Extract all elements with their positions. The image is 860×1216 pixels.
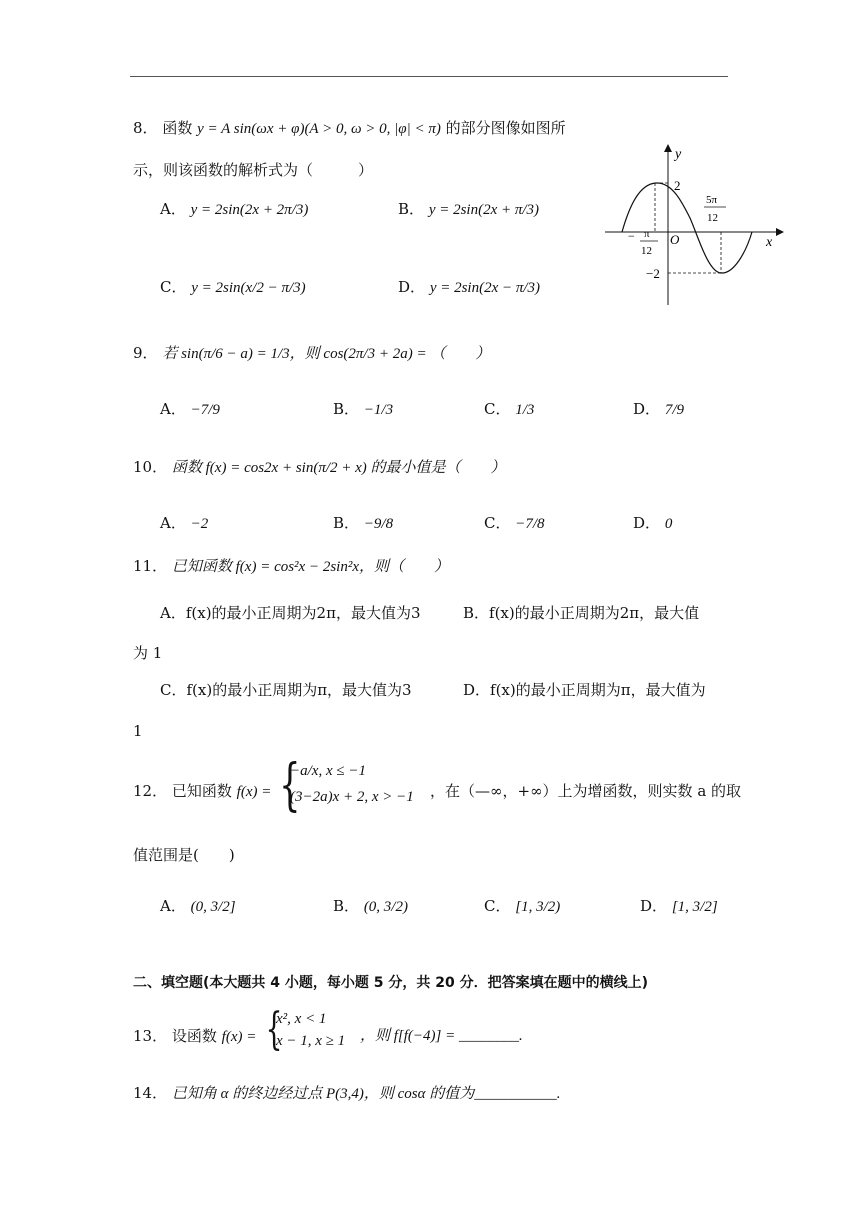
q10-option-a	[160, 512, 208, 533]
q10-option-d-label: D．	[633, 514, 661, 532]
q13-number: 13．	[133, 1027, 168, 1045]
q12-option-a-text: (0, 3/2]	[190, 899, 236, 915]
q12-brace: {	[279, 753, 301, 818]
q9-stem-text: 若 sin(π/6 − a) = 1/3，则 cos(2π/3 + 2a) = （ ）	[162, 346, 491, 362]
q12-stem-b: ，在（—∞，+∞）上为增函数，则实数 a 的取	[430, 782, 742, 800]
q8-line1	[133, 118, 566, 139]
q12-case1: −a/x, x ≤ −1	[290, 763, 366, 779]
q8-function-expr: y = A sin(ωx + φ)(A > 0, ω > 0, |φ| < π)	[197, 121, 441, 137]
q12-option-c-text: [1, 3/2)	[515, 899, 561, 915]
q11-stem-text: 已知函数 f(x) = cos²x − 2sin²x，则（ ）	[171, 559, 449, 575]
q13-case1: x², x < 1	[276, 1011, 327, 1027]
q8-option-c-label: C．	[160, 278, 187, 296]
q9-option-a-label: A．	[160, 400, 186, 418]
q11-option-a: A．f(x)的最小正周期为2π，最大值为3	[160, 604, 421, 622]
q9-option-d-text: 7/9	[664, 402, 684, 418]
q12-line2: 值范围是( )	[133, 846, 235, 864]
q13-case2: x − 1, x ≥ 1	[276, 1033, 346, 1049]
q12-option-b-label: B．	[333, 897, 360, 915]
q11-option-b-cont: 为 1	[133, 644, 163, 662]
q14-stem	[133, 1083, 561, 1104]
q13-brace: {	[265, 1004, 283, 1055]
q9-option-c-label: C．	[484, 400, 511, 418]
q13-stem-start: 13． 设函数 f(x) =	[133, 1027, 257, 1045]
q12-stem-a: 已知函数	[171, 782, 232, 800]
header-rule	[130, 76, 728, 77]
graph-max-label: 2	[674, 178, 681, 193]
q14-stem-text: 已知角 α 的终边经过点 P(3,4)，则 cosα 的值为___________.	[171, 1086, 561, 1102]
q10-option-b-text: −9/8	[363, 516, 394, 532]
q9-option-c-text: 1/3	[515, 402, 535, 418]
q12-option-b-text: (0, 3/2)	[363, 899, 408, 915]
q8-option-a	[160, 198, 308, 219]
svg-text:12: 12	[641, 245, 652, 257]
q10-stem	[133, 457, 506, 478]
svg-text:π: π	[644, 228, 650, 240]
q11-option-d-cont: 1	[133, 722, 143, 740]
q10-option-a-text: −2	[190, 516, 209, 532]
q13-stem-b: ，则 f[f(−4)] = ________.	[360, 1028, 523, 1044]
q8-option-d	[398, 276, 540, 297]
q9-option-b-text: −1/3	[363, 402, 394, 418]
q11-option-d: D．f(x)的最小正周期为π，最大值为	[463, 681, 706, 699]
q10-option-a-label: A．	[160, 514, 186, 532]
q14-number: 14．	[133, 1084, 168, 1102]
q8-option-d-text: y = 2sin(2x − π/3)	[429, 280, 541, 296]
q11-stem	[133, 556, 449, 577]
q12-case2: (3−2a)x + 2, x > −1	[290, 789, 414, 805]
q8-option-b-text: y = 2sin(2x + π/3)	[428, 202, 540, 218]
q12-option-c	[484, 895, 560, 916]
q9-option-a-text: −7/9	[190, 402, 220, 418]
graph-min-label: −2	[646, 266, 660, 281]
q8-option-c-text: y = 2sin(x/2 − π/3)	[191, 280, 306, 296]
q12-stem-start: 12． 已知函数 f(x) =	[133, 782, 272, 800]
q10-option-c	[484, 512, 545, 533]
q10-number: 10．	[133, 458, 168, 476]
q9-option-b	[333, 398, 393, 419]
q12-option-d	[640, 895, 718, 916]
q10-stem-text: 函数 f(x) = cos2x + sin(π/2 + x) 的最小值是（ ）	[171, 460, 506, 476]
q10-option-b-label: B．	[333, 514, 360, 532]
q12-piecewise	[274, 753, 414, 818]
q8-option-b	[398, 198, 539, 219]
q10-option-c-text: −7/8	[515, 516, 545, 532]
q8-stem-end: 的部分图像如图所	[445, 119, 566, 137]
q11-option-b: B．f(x)的最小正周期为2π，最大值	[463, 604, 700, 622]
q9-option-d	[633, 398, 684, 419]
q9-number: 9．	[133, 344, 158, 362]
q11-number: 11．	[133, 557, 168, 575]
q10-option-d	[633, 512, 672, 533]
q10-option-b	[333, 512, 393, 533]
graph-y-label: y	[675, 147, 682, 162]
q9-stem	[133, 343, 490, 364]
q12-option-a-label: A．	[160, 897, 186, 915]
svg-text:12: 12	[707, 212, 718, 224]
q12-option-b	[333, 895, 408, 916]
q8-option-d-label: D．	[398, 278, 426, 296]
q10-option-c-label: C．	[484, 514, 511, 532]
q9-option-c	[484, 398, 534, 419]
q8-sine-graph	[600, 140, 790, 310]
q9-option-d-label: D．	[633, 400, 661, 418]
section-heading-fill-in: 二、填空题(本大题共 4 小题，每小题 5 分，共 20 分．把答案填在题中的横线上)	[133, 975, 649, 991]
graph-x-label: x	[766, 235, 773, 250]
q9-option-a	[160, 398, 220, 419]
q8-line2: 示，则该函数的解析式为（ ）	[133, 161, 374, 179]
graph-origin-label: O	[670, 232, 680, 247]
graph-left-tick: −	[628, 229, 635, 243]
q10-option-d-text: 0	[664, 516, 673, 532]
graph-right-tick: 5π	[706, 194, 718, 206]
q12-option-d-label: D．	[640, 897, 668, 915]
q8-stem-start: 函数	[162, 119, 193, 137]
q9-option-b-label: B．	[333, 400, 360, 418]
q8-option-a-label: A．	[160, 200, 186, 218]
q12-number: 12．	[133, 782, 168, 800]
q8-option-c	[160, 276, 306, 297]
q11-option-c: C．f(x)的最小正周期为π，最大值为3	[160, 681, 412, 699]
q12-option-a	[160, 895, 236, 916]
q12-option-d-text: [1, 3/2]	[671, 899, 718, 915]
q8-option-b-label: B．	[398, 200, 425, 218]
q13-piecewise	[262, 1004, 346, 1055]
graph-curve	[622, 183, 752, 273]
q13-stem-a: 设函数	[171, 1027, 217, 1045]
q12-option-c-label: C．	[484, 897, 511, 915]
q8-option-a-text: y = 2sin(2x + 2π/3)	[190, 202, 309, 218]
q8-number: 8．	[133, 119, 158, 137]
